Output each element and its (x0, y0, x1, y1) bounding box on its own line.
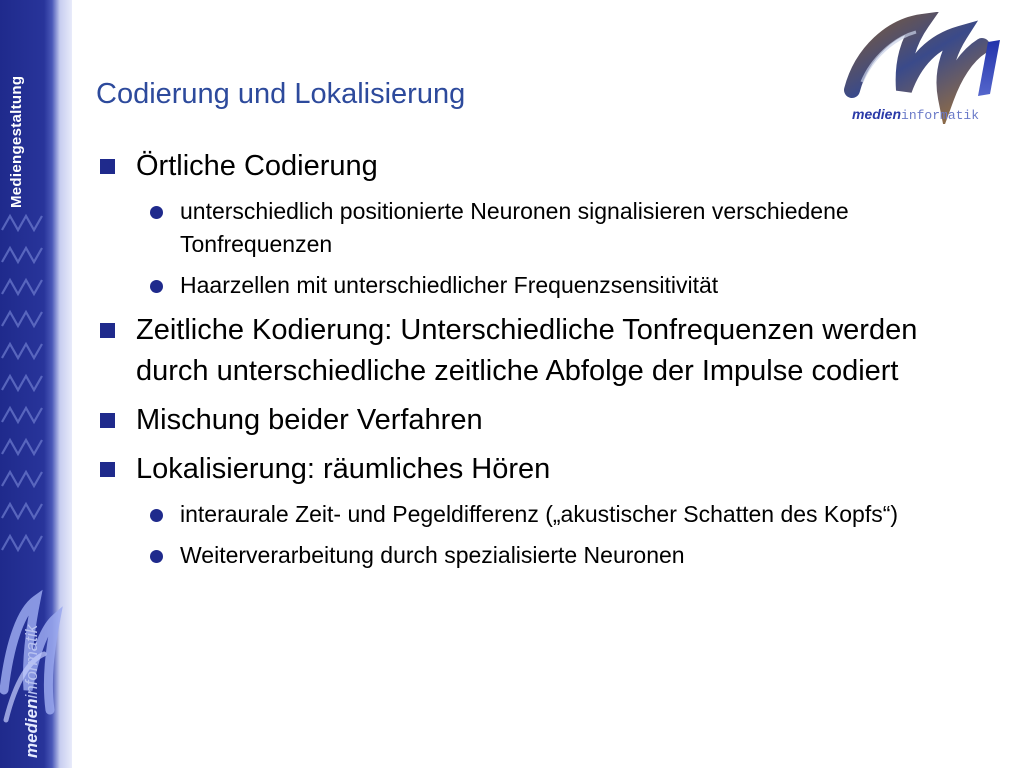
bullet-text: interaurale Zeit- und Pegeldifferenz („akustischer Schatten des Kopfs“) (180, 501, 899, 527)
square-bullet-icon (100, 323, 115, 338)
square-bullet-icon (100, 462, 115, 477)
sidebar-title: Mediengestaltung (8, 75, 25, 208)
bullet-item-level1 (98, 310, 978, 392)
round-bullet-icon (150, 509, 163, 522)
square-bullet-icon (100, 159, 115, 174)
bullet-item-level2 (98, 195, 978, 261)
sidebar-logo-text-bold: medien (22, 698, 41, 758)
bullet-item-level2 (98, 539, 978, 572)
bullet-text: unterschiedlich positionierte Neuronen signalisieren verschiedene Tonfrequenzen (180, 198, 849, 257)
bullet-item-level1 (98, 449, 978, 490)
logo-caption (852, 106, 979, 123)
bullet-item-level2 (98, 269, 978, 302)
round-bullet-icon (150, 206, 163, 219)
square-bullet-icon (100, 413, 115, 428)
bullet-text: Zeitliche Kodierung: Unterschiedliche Tonfrequenzen werden durch unterschiedliche zeitliche Abfolge der Impulse codiert (136, 314, 918, 387)
sidebar-logo-text (22, 578, 48, 758)
round-bullet-icon (150, 550, 163, 563)
bullet-item-level1 (98, 400, 978, 441)
bullet-text: Lokalisierung: räumliches Hören (136, 453, 551, 485)
bullet-item-level2 (98, 498, 978, 531)
bullet-list (98, 146, 978, 580)
sidebar-logo-text-rest: informatik (22, 624, 41, 699)
left-decorative-strip (0, 0, 72, 768)
bullet-text: Örtliche Codierung (136, 150, 378, 182)
bullet-text: Weiterverarbeitung durch spezialisierte Neuronen (180, 542, 685, 568)
round-bullet-icon (150, 280, 163, 293)
logo-caption-rest: informatik (901, 108, 980, 123)
logo-caption-bold: medien (852, 106, 902, 122)
bullet-text: Haarzellen mit unterschiedlicher Frequenzsensitivität (180, 272, 719, 298)
slide-title: Codierung und Lokalisierung (96, 78, 466, 110)
bullet-text: Mischung beider Verfahren (136, 404, 483, 436)
bullet-item-level1 (98, 146, 978, 187)
